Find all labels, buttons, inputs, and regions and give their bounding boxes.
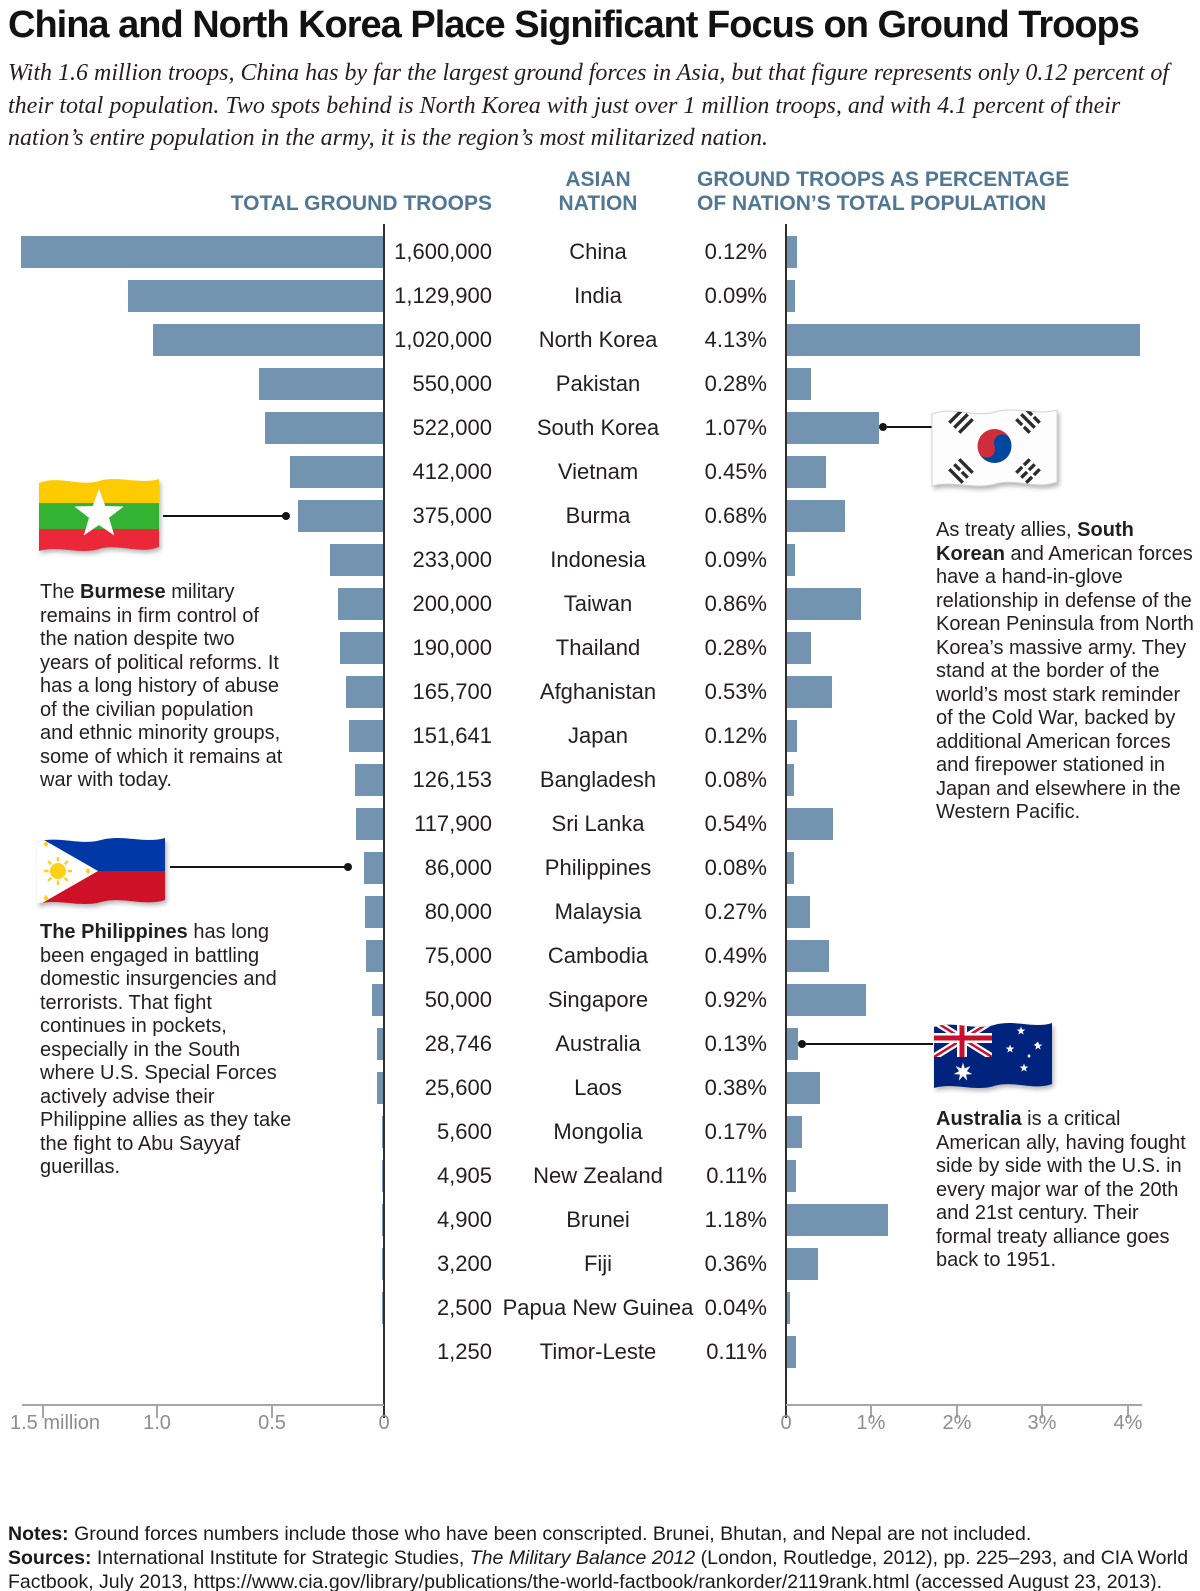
nation-label-brunei: Brunei — [566, 1207, 630, 1232]
nation-label-philippines: Philippines — [544, 855, 652, 880]
nation-label-south-korea: South Korea — [536, 415, 660, 440]
philippines-flag-icon — [36, 832, 166, 910]
australia-callout-line — [806, 1043, 933, 1045]
pct-bar-singapore — [787, 984, 866, 1016]
pct-bar-south-korea — [787, 412, 879, 444]
troops-value-philippines: 86,000 — [424, 855, 492, 880]
left-axis-baseline — [22, 1404, 384, 1406]
pct-bar-indonesia — [787, 544, 795, 576]
pct-bar-india — [787, 280, 795, 312]
south-korea-callout-dot — [879, 423, 887, 431]
pct-value-bangladesh: 0.08% — [704, 767, 767, 792]
troops-value-north-korea: 1,020,000 — [394, 327, 492, 352]
column-header-troops-percentage-line1: GROUND TROOPS AS PERCENTAGE — [697, 168, 1070, 191]
pct-bar-philippines — [787, 852, 794, 884]
troops-value-timor-leste: 1,250 — [436, 1339, 492, 1364]
pct-bar-brunei — [787, 1204, 888, 1236]
footer — [8, 1522, 1196, 1591]
right-axis-baseline — [786, 1404, 1142, 1406]
pct-bar-pakistan — [787, 368, 811, 400]
left-axis-label-0-5: 0.5 — [258, 1412, 286, 1434]
pct-value-india: 0.09% — [704, 283, 767, 308]
pct-bar-new-zealand — [787, 1160, 796, 1192]
pct-value-japan: 0.12% — [704, 723, 767, 748]
nation-label-laos: Laos — [574, 1075, 622, 1100]
column-header-total-ground-troops: TOTAL GROUND TROOPS — [230, 192, 492, 215]
left-axis-label-0: 0 — [378, 1412, 390, 1434]
burma-callout-dot — [282, 512, 290, 520]
pct-value-philippines: 0.08% — [704, 855, 767, 880]
pct-value-thailand: 0.28% — [704, 635, 767, 660]
pct-value-pakistan: 0.28% — [704, 371, 767, 396]
pct-bar-mongolia — [787, 1116, 802, 1148]
left-axis-label-1-0: 1.0 — [143, 1412, 171, 1434]
nation-label-papua-new-guinea: Papua New Guinea — [502, 1295, 694, 1320]
right-axis-line — [785, 224, 787, 1418]
nation-label-china: China — [569, 239, 627, 264]
pct-value-cambodia: 0.49% — [704, 943, 767, 968]
troops-value-australia: 28,746 — [424, 1031, 492, 1056]
right-axis-label-4pct: 4% — [1113, 1412, 1143, 1434]
australia-flag-icon — [933, 1018, 1053, 1094]
nation-label-fiji: Fiji — [583, 1251, 613, 1276]
pct-value-vietnam: 0.45% — [704, 459, 767, 484]
pct-value-sri-lanka: 0.54% — [704, 811, 767, 836]
column-header-asian-nation-line2: NATION — [558, 192, 638, 215]
intro-paragraph: With 1.6 million troops, China has by far the largest ground forces in Asia, but that figure represents only 0.12 percent of their total population. Two spots behind is North Korea with just over 1 million troops, and with 4.1 percent of their nation’s entire population in the army, it is the region’s most militarized nation. — [8, 60, 1170, 151]
nation-label-new-zealand: New Zealand — [533, 1163, 663, 1188]
australia-annotation-text: Australia is a critical American ally, having fought side by side with the U.S. in every major war of the 20th and 21st century. Their formal treaty alliance goes back to 1951. — [936, 1108, 1186, 1271]
troops-value-afghanistan: 165,700 — [412, 679, 492, 704]
nation-label-india: India — [574, 283, 622, 308]
nation-label-taiwan: Taiwan — [563, 591, 633, 616]
pct-value-papua-new-guinea: 0.04% — [704, 1295, 767, 1320]
myanmar-flag-icon — [38, 472, 160, 558]
south-korea-annotation-text: As treaty allies, South Korean and American forces have a hand-in-glove relationship in defense of the Korean Peninsula from North Korea’s massive army. They stand at the border of the world’s most stark reminder of the Cold War, backed by additional American forces and firepower stationed in Japan and elsewhere in the Western Pacific. — [936, 519, 1194, 823]
right-axis-label-0: 0 — [780, 1412, 792, 1434]
pct-bar-china — [787, 236, 797, 268]
nation-label-indonesia: Indonesia — [550, 547, 646, 572]
troops-value-malaysia: 80,000 — [424, 899, 492, 924]
troops-value-new-zealand: 4,905 — [436, 1163, 492, 1188]
troops-value-south-korea: 522,000 — [412, 415, 492, 440]
pct-value-china: 0.12% — [704, 239, 767, 264]
right-axis-label-2pct: 2% — [942, 1412, 972, 1434]
troops-value-indonesia: 233,000 — [412, 547, 492, 572]
nation-label-pakistan: Pakistan — [555, 371, 641, 396]
nation-label-sri-lanka: Sri Lanka — [551, 811, 645, 836]
right-axis-label-1pct: 1% — [856, 1412, 886, 1434]
pct-value-south-korea: 1.07% — [704, 415, 767, 440]
south-korea-callout-line — [887, 426, 935, 428]
burma-callout-line — [163, 515, 285, 517]
troops-value-cambodia: 75,000 — [424, 943, 492, 968]
pct-bar-cambodia — [787, 940, 829, 972]
pct-bar-laos — [787, 1072, 820, 1104]
troops-value-bangladesh: 126,153 — [412, 767, 492, 792]
column-header-troops-percentage-line2: OF NATION’S TOTAL POPULATION — [697, 192, 1047, 215]
pct-bar-afghanistan — [787, 676, 832, 708]
pct-bar-bangladesh — [787, 764, 794, 796]
troops-value-mongolia: 5,600 — [436, 1119, 492, 1144]
nation-label-timor-leste: Timor-Leste — [539, 1339, 657, 1364]
nation-label-mongolia: Mongolia — [553, 1119, 643, 1144]
pct-bar-australia — [787, 1028, 798, 1060]
nation-label-malaysia: Malaysia — [554, 899, 642, 924]
nation-label-afghanistan: Afghanistan — [539, 679, 657, 704]
troops-value-papua-new-guinea: 2,500 — [436, 1295, 492, 1320]
nation-label-north-korea: North Korea — [538, 327, 658, 352]
troops-value-burma: 375,000 — [412, 503, 492, 528]
troops-value-sri-lanka: 117,900 — [414, 811, 492, 836]
pct-bar-burma — [787, 500, 845, 532]
nation-label-bangladesh: Bangladesh — [539, 767, 657, 792]
troops-value-japan: 151,641 — [412, 723, 492, 748]
philippines-annotation-text: The Philippines has long been engaged in battling domestic insurgencies and terrorists. That fight continues in pockets, especially in the South where U.S. Special Forces actively advise their Philippine allies as they take the fight to Abu Sayyaf guerillas. — [40, 921, 292, 1178]
nation-label-thailand: Thailand — [555, 635, 641, 660]
pct-bar-fiji — [787, 1248, 818, 1280]
pct-value-mongolia: 0.17% — [704, 1119, 767, 1144]
pct-value-new-zealand: 0.11% — [706, 1163, 767, 1188]
troops-value-singapore: 50,000 — [424, 987, 492, 1012]
pct-bar-timor-leste — [787, 1336, 796, 1368]
troops-value-vietnam: 412,000 — [412, 459, 492, 484]
pct-value-australia: 0.13% — [704, 1031, 767, 1056]
pct-bar-japan — [787, 720, 797, 752]
troops-value-pakistan: 550,000 — [412, 371, 492, 396]
pct-value-afghanistan: 0.53% — [704, 679, 767, 704]
nation-label-australia: Australia — [555, 1031, 641, 1056]
pct-value-north-korea: 4.13% — [704, 327, 767, 352]
footer-notes: Notes: Ground forces numbers include those who have been conscripted. Brunei, Bhutan, and Nepal are not included. — [8, 1523, 1032, 1545]
pct-value-singapore: 0.92% — [704, 987, 767, 1012]
nation-label-singapore: Singapore — [547, 987, 649, 1012]
pct-bar-vietnam — [787, 456, 826, 488]
nation-label-burma: Burma — [565, 503, 631, 528]
pct-value-taiwan: 0.86% — [704, 591, 767, 616]
philippines-callout-dot — [344, 863, 352, 871]
right-axis-label-3pct: 3% — [1027, 1412, 1057, 1434]
pct-bar-sri-lanka — [787, 808, 833, 840]
troops-value-fiji: 3,200 — [436, 1251, 492, 1276]
left-axis-line — [383, 224, 385, 1418]
page-title: China and North Korea Place Significant Focus on Ground Troops — [8, 4, 1139, 46]
troops-value-thailand: 190,000 — [412, 635, 492, 660]
footer-sources: Sources: International Institute for Strategic Studies, The Military Balance 2012 (London, Routledge, 2012), pp. 225–293, and CIA World Factbook, July 2013, https://www.cia.gov/library/publications/the-world-factbook/rankorder/2119rank.html (accessed August 23, 2013). — [8, 1547, 1189, 1591]
left-axis-label-1-5-million: 1.5 million — [10, 1412, 101, 1434]
pct-bar-taiwan — [787, 588, 861, 620]
pct-value-malaysia: 0.27% — [704, 899, 767, 924]
burma-annotation-text: The Burmese military remains in firm control of the nation despite two years of political reforms. It has a long history of abuse of the civilian population and ethnic minority groups, some of which it remains at war with today. — [40, 581, 283, 791]
troops-value-india: 1,129,900 — [394, 283, 492, 308]
pct-value-laos: 0.38% — [704, 1075, 767, 1100]
pct-value-indonesia: 0.09% — [704, 547, 767, 572]
pct-bar-malaysia — [787, 896, 810, 928]
nation-label-japan: Japan — [568, 723, 628, 748]
nation-label-vietnam: Vietnam — [557, 459, 639, 484]
philippines-callout-line — [170, 866, 347, 868]
pct-value-burma: 0.68% — [704, 503, 767, 528]
troops-value-brunei: 4,900 — [436, 1207, 492, 1232]
pct-value-brunei: 1.18% — [704, 1207, 767, 1232]
troops-value-laos: 25,600 — [424, 1075, 492, 1100]
troops-value-taiwan: 200,000 — [412, 591, 492, 616]
nation-label-cambodia: Cambodia — [547, 943, 649, 968]
troops-bar-china — [21, 236, 383, 268]
pct-bar-papua-new-guinea — [787, 1292, 790, 1324]
pct-value-fiji: 0.36% — [704, 1251, 767, 1276]
australia-callout-dot — [798, 1040, 806, 1048]
pct-bar-thailand — [787, 632, 811, 664]
pct-value-timor-leste: 0.11% — [706, 1339, 767, 1364]
pct-bar-north-korea — [787, 324, 1140, 356]
troops-value-china: 1,600,000 — [394, 239, 492, 264]
column-header-asian-nation-line1: ASIAN — [565, 168, 631, 191]
south-korea-flag-icon — [931, 402, 1058, 494]
